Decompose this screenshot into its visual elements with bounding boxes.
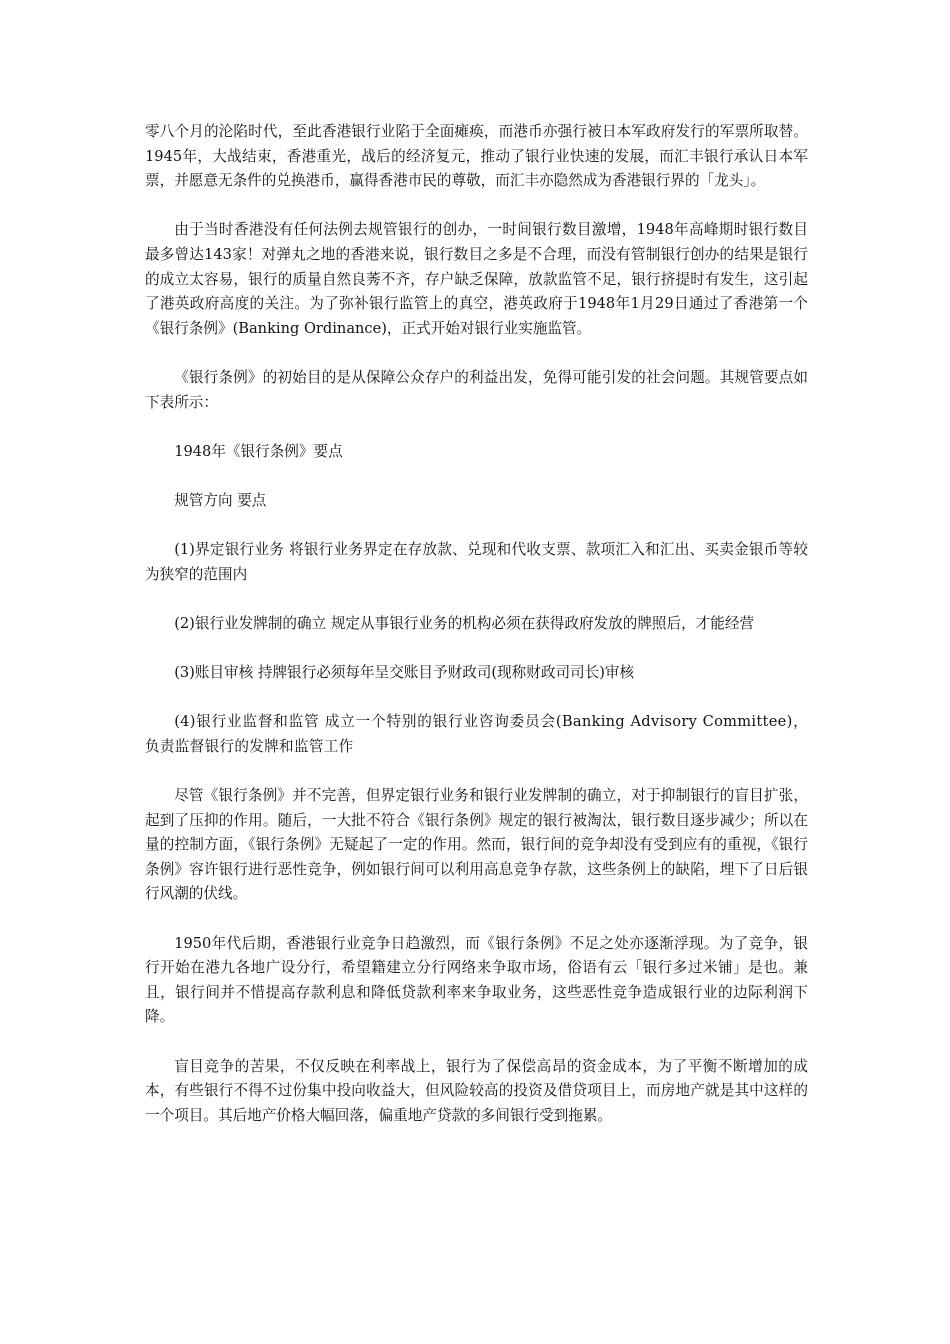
table-row: (4)银行业监督和监管 成立一个特别的银行业咨询委员会(Banking Advisory Committee)，负责监督银行的发牌和监管工作: [145, 713, 808, 755]
paragraph-ordinance-effect: 尽管《银行条例》并不完善，但界定银行业务和银行业发牌制的确立，对于抑制银行的盲目扩张，起到了压抑的作用。随后，一大批不符合《银行条例》规定的银行被淘汰，银行数目逐步减少；所以在量的控制方面，《银行条例》无疑起了一定的作用。然而，银行间的竞争却没有受到应有的重视，《银行条例》容许银行进行恶性竞争，例如银行间可以利用高息竞争存款，这些条例上的缺陷，埋下了日后银行风潮的伏线。: [145, 787, 808, 903]
paragraph-occupation: 零八个月的沦陷时代，至此香港银行业陷于全面瘫痪，而港币亦强行被日本军政府发行的军票所取替。1945年，大战结束，香港重光，战后的经济复元，推动了银行业快速的发展，而汇丰银行承认日本军票，并愿意无条件的兑换港币，赢得香港市民的尊敬，而汇丰亦隐然成为香港银行界的「龙头」。: [145, 123, 808, 190]
paragraph-ordinance-purpose: 《银行条例》的初始目的是从保障公众存户的利益出发，免得可能引发的社会问题。其规管要点如下表所示：: [145, 368, 808, 411]
table-row: (1)界定银行业务 将银行业务界定在存放款、兑现和代收支票、款项汇入和汇出、买卖金银币等较为狭窄的范围内: [145, 541, 808, 583]
table-row: (3)账目审核 持牌银行必须每年呈交账目予财政司(现称财政司司长)审核: [174, 664, 635, 682]
table-header: 规管方向 要点: [174, 491, 267, 509]
paragraph-bank-growth: 由于当时香港没有任何法例去规管银行的创办，一时间银行数目激增，1948年高峰期时银行数目最多曾达143家！对弹丸之地的香港来说，银行数目之多是不合理，而没有管制银行创办的结果是银行的成立太容易，银行的质量自然良莠不齐，存户缺乏保障，放款监管不足，银行挤提时有发生，这引起了港英政府高度的关注。为了弥补银行监管上的真空，港英政府于1948年1月29日通过了香港第一个《银行条例》(Banking Ordinance)，正式开始对银行业实施监管。: [145, 221, 808, 337]
paragraph-blind-competition: 盲目竞争的苦果，不仅反映在利率战上，银行为了保偿高昂的资金成本，为了平衡不断增加的成本，有些银行不得不过份集中投向收益大，但风险较高的投资及借贷项目上，而房地产就是其中这样的一个项目。其后地产价格大幅回落，偏重地产贷款的多间银行受到拖累。: [145, 1057, 808, 1124]
document-page: [145, 120, 808, 1153]
table-title: 1948年《银行条例》要点: [174, 442, 343, 460]
paragraph-1950s-competition: 1950年代后期，香港银行业竞争日趋激烈，而《银行条例》不足之处亦逐渐浮现。为了竞争，银行开始在港九各地广设分行，希望籍建立分行网络来争取市场，俗语有云「银行多过米铺」是也。兼且，银行间并不惜提高存款利息和降低贷款利率来争取业务，这些恶性竞争造成银行业的边际利润下降。: [145, 934, 808, 1026]
table-row: (2)银行业发牌制的确立 规定从事银行业务的机构必须在获得政府发放的牌照后，才能经营: [174, 614, 755, 632]
